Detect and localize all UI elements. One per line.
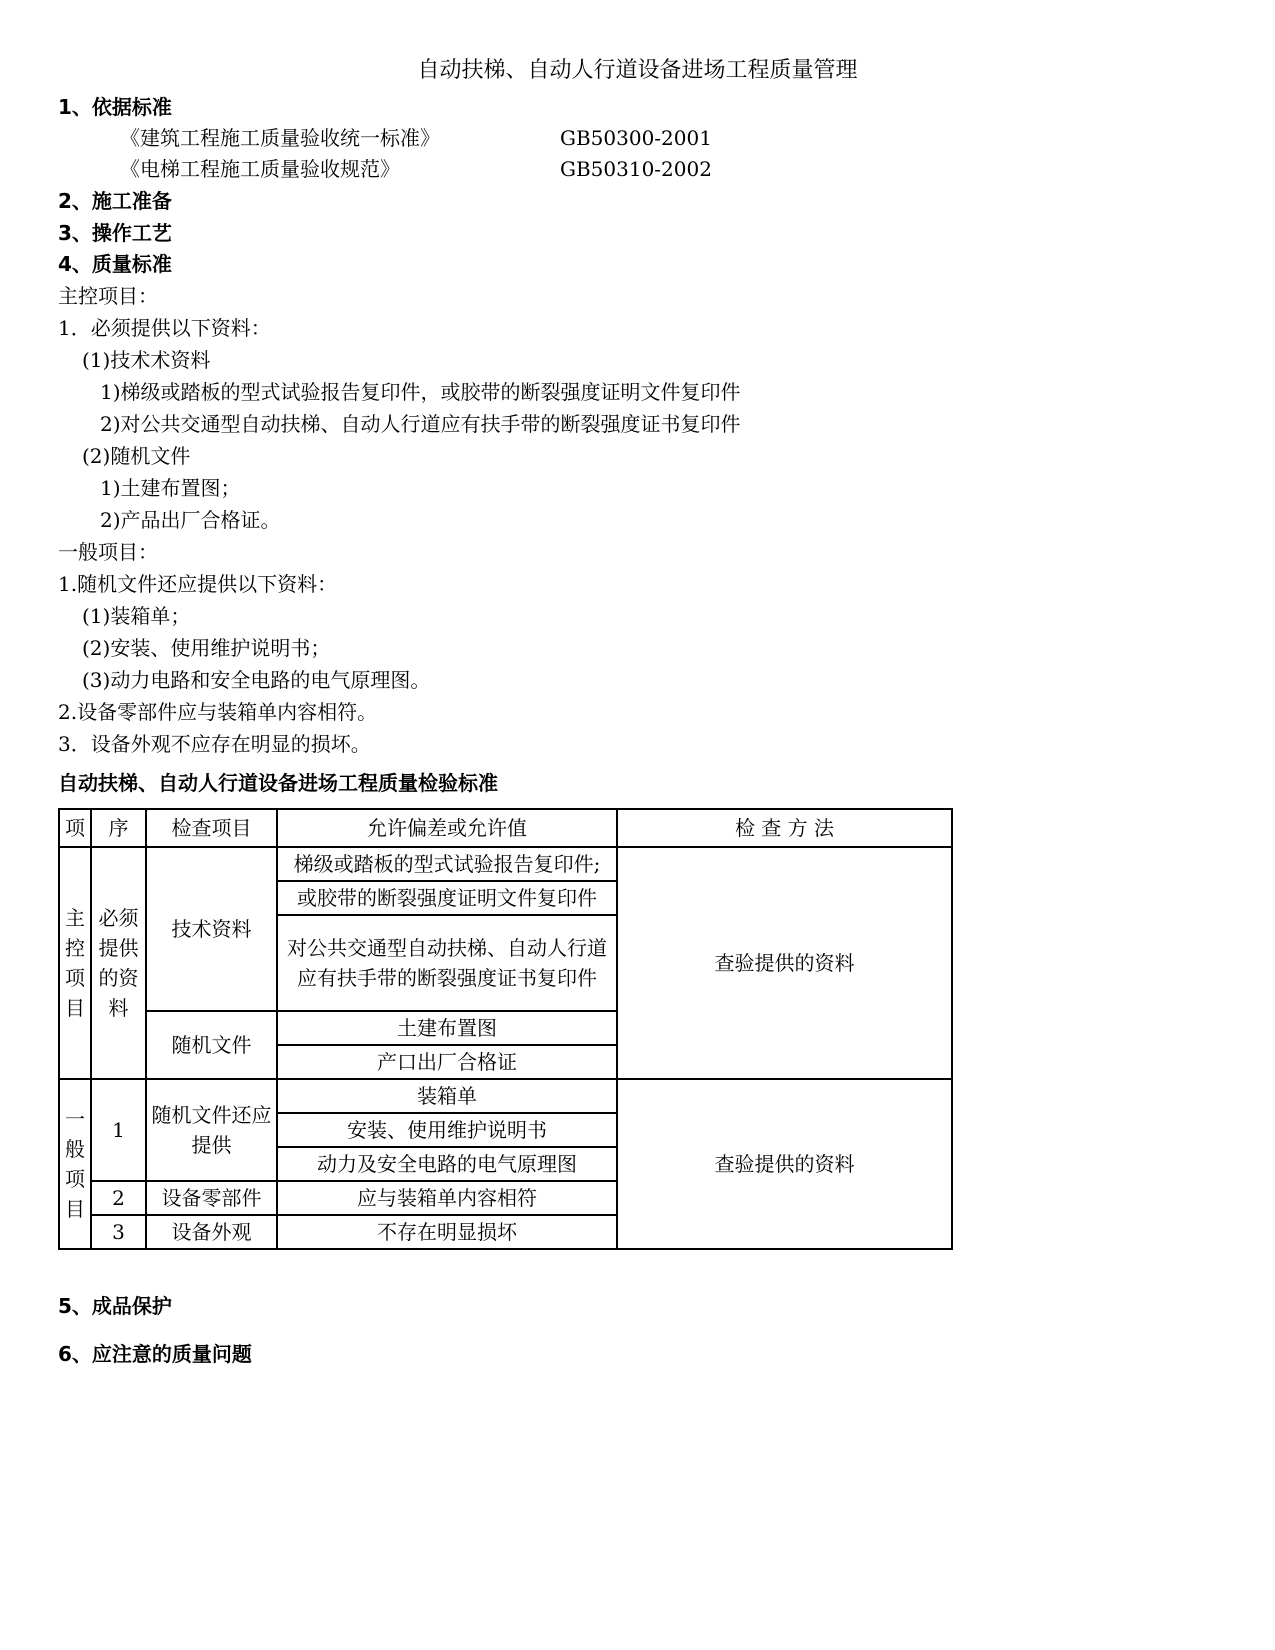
section-heading-basis: 1、依据标准 (58, 95, 172, 119)
general-item-1: 1.随机文件还应提供以下资料： (58, 572, 338, 596)
general-item-3: 3．设备外观不应存在明显的损坏。 (58, 732, 371, 756)
inspection-standard-table (58, 808, 953, 1250)
method-main: 查验提供的资料 (617, 847, 952, 1079)
sequence-main: 必须提供的资料 (91, 847, 146, 1079)
header-sequence: 序 (91, 809, 146, 847)
check-item-tech: 技术资料 (146, 847, 277, 1011)
check-item-appearance: 设备外观 (146, 1215, 277, 1249)
standard-code: GB50310-2002 (560, 157, 712, 181)
main-item-random-2: 2)产品出厂合格证。 (100, 508, 281, 532)
category-main: 主控项目 (59, 847, 91, 1079)
method-general: 查验提供的资料 (617, 1079, 952, 1249)
section-heading-process: 3、操作工艺 (58, 221, 172, 245)
main-item-tech: (1)技术术资料 (82, 348, 211, 372)
allowance-cell: 土建布置图 (277, 1011, 617, 1045)
main-item-1: 1．必须提供以下资料： (58, 316, 271, 340)
section-heading-issues: 6、应注意的质量问题 (58, 1342, 252, 1366)
header-check-item: 检查项目 (146, 809, 277, 847)
table-caption: 自动扶梯、自动人行道设备进场工程质量检验标准 (58, 771, 498, 795)
category-general: 一般项目 (59, 1079, 91, 1249)
allowance-cell: 应与装箱单内容相符 (277, 1181, 617, 1215)
allowance-cell: 梯级或踏板的型式试验报告复印件; (277, 847, 617, 881)
section-heading-protection: 5、成品保护 (58, 1294, 172, 1318)
general-item-1-sub1: (1)装箱单； (82, 604, 191, 628)
general-item-1-sub3: (3)动力电路和安全电路的电气原理图。 (82, 668, 431, 692)
allowance-cell: 动力及安全电路的电气原理图 (277, 1147, 617, 1181)
allowance-cell: 或胶带的断裂强度证明文件复印件 (277, 881, 617, 915)
table-header-row (59, 809, 952, 847)
allowance-cell: 装箱单 (277, 1079, 617, 1113)
main-items-heading: 主控项目： (58, 284, 158, 308)
document-title: 自动扶梯、自动人行道设备进场工程质量管理 (417, 58, 858, 83)
table-row (59, 1079, 952, 1113)
check-item-random: 随机文件 (146, 1011, 277, 1079)
standard-code: GB50300-2001 (560, 126, 712, 150)
header-method: 检 查 方 法 (617, 809, 952, 847)
allowance-cell: 安装、使用维护说明书 (277, 1113, 617, 1147)
sequence-2: 2 (91, 1181, 146, 1215)
header-allowance: 允许偏差或允许值 (277, 809, 617, 847)
section-heading-preparation: 2、施工准备 (58, 189, 172, 213)
allowance-cell: 产口出厂合格证 (277, 1045, 617, 1079)
sequence-3: 3 (91, 1215, 146, 1249)
sequence-1: 1 (91, 1079, 146, 1181)
main-item-random: (2)随机文件 (82, 444, 191, 468)
general-items-heading: 一般项目： (58, 540, 158, 564)
section-heading-quality: 4、质量标准 (58, 252, 172, 276)
general-item-2: 2.设备零部件应与装箱单内容相符。 (58, 700, 378, 724)
allowance-cell: 对公共交通型自动扶梯、自动人行道应有扶手带的断裂强度证书复印件 (277, 915, 617, 1011)
main-item-random-1: 1)土建布置图； (100, 476, 241, 500)
main-item-tech-2: 2)对公共交通型自动扶梯、自动人行道应有扶手带的断裂强度证书复印件 (100, 412, 741, 436)
check-item-random-extra: 随机文件还应提供 (146, 1079, 277, 1181)
standard-name: 《建筑工程施工质量验收统一标准》 (120, 126, 440, 150)
header-category: 项 (59, 809, 91, 847)
main-item-tech-1: 1)梯级或踏板的型式试验报告复印件，或胶带的断裂强度证明文件复印件 (100, 380, 741, 404)
check-item-parts: 设备零部件 (146, 1181, 277, 1215)
standard-name: 《电梯工程施工质量验收规范》 (120, 157, 400, 181)
allowance-cell: 不存在明显损坏 (277, 1215, 617, 1249)
table-row (59, 847, 952, 881)
general-item-1-sub2: (2)安装、使用维护说明书； (82, 636, 331, 660)
